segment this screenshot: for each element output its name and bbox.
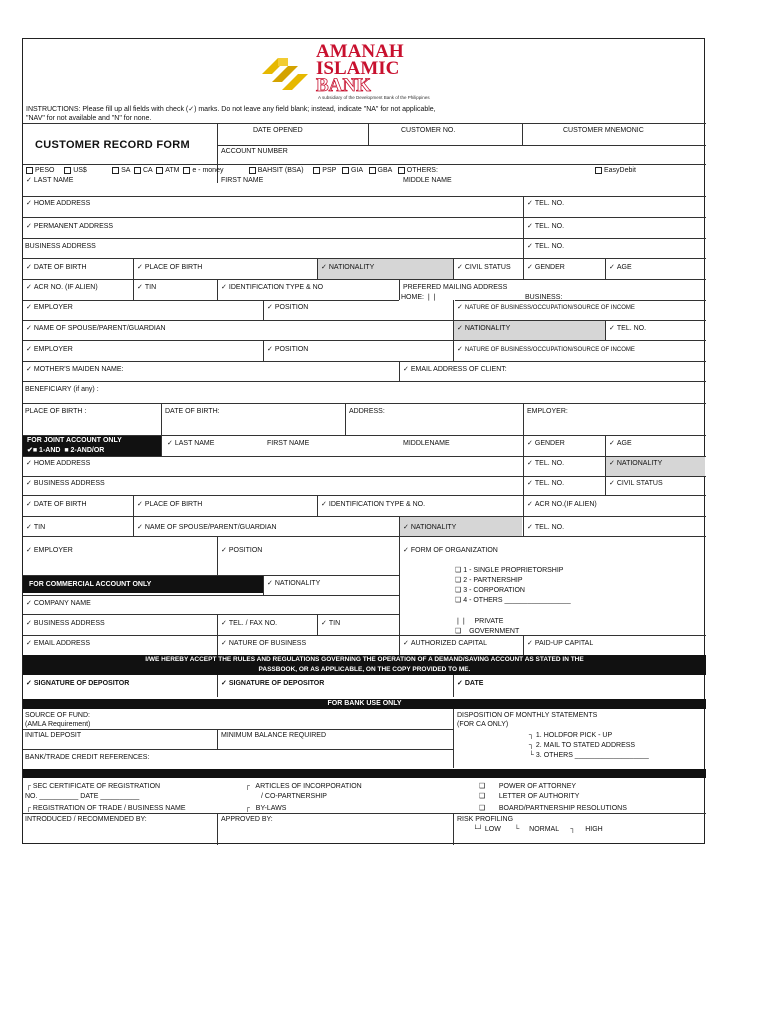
- position-label[interactable]: ✓ POSITION: [267, 303, 308, 312]
- disp-option-2[interactable]: ┐ 2. MAIL TO STATED ADDRESS: [529, 742, 636, 749]
- joint-gender-label[interactable]: ✓ GENDER: [527, 439, 565, 448]
- authorized-capital-label[interactable]: ✓ AUTHORIZED CAPITAL: [403, 639, 487, 648]
- commercial-nationality-label[interactable]: ✓ NATIONALITY: [267, 579, 320, 588]
- company-name-label[interactable]: ✓ COMPANY NAME: [26, 599, 91, 608]
- sec-certificate-option[interactable]: ┌ SEC CERTIFICATE OF REGISTRATION: [26, 783, 161, 790]
- client-email-label[interactable]: ✓ EMAIL ADDRESS OF CLIENT:: [403, 365, 507, 374]
- joint-business-tel-label[interactable]: ✓ TEL. NO.: [527, 479, 564, 488]
- bylaws-option[interactable]: ┌ BY-LAWS: [245, 805, 287, 812]
- initial-deposit-label[interactable]: INITIAL DEPOSIT: [25, 732, 82, 739]
- joint-first-name-label[interactable]: FIRST NAME: [267, 440, 310, 447]
- disp-option-1[interactable]: ┐ 1. HOLDFOR PICK - UP: [529, 732, 613, 739]
- easydebit-option[interactable]: EasyDebit: [604, 167, 636, 174]
- joint-last-name-label[interactable]: ✓ LAST NAME: [167, 439, 214, 448]
- beneficiary-pob-label[interactable]: PLACE OF BIRTH :: [25, 408, 87, 415]
- tin-label[interactable]: ✓ TIN: [137, 283, 156, 292]
- articles-option[interactable]: ┌ ARTICLES OF INCORPORATION: [245, 783, 362, 790]
- business-tel-label[interactable]: ✓ TEL. NO.: [527, 242, 564, 251]
- joint-age-label[interactable]: ✓ AGE: [609, 439, 632, 448]
- easydebit-option-wrap[interactable]: [595, 166, 636, 175]
- instructions-line-1: INSTRUCTIONS: Please fill up all fields with check (✓) marks. Do not leave any field blank; instead, indicate "NA" for not applicable,: [26, 106, 436, 113]
- approved-by-label[interactable]: APPROVED BY:: [221, 816, 273, 823]
- age-label[interactable]: ✓ AGE: [609, 263, 632, 272]
- board-resolution-option[interactable]: ❑ BOARD/PARTNERSHIP RESOLUTIONS: [479, 805, 627, 812]
- id-type-label[interactable]: ✓ IDENTIFICATION TYPE & NO: [221, 283, 323, 292]
- atm-option[interactable]: ATM: [165, 167, 180, 174]
- instructions-line-2: "NAV" for not available and "N" for none.: [26, 115, 152, 122]
- employer-label[interactable]: ✓ EMPLOYER: [26, 303, 73, 312]
- place-of-birth-label[interactable]: ✓ PLACE OF BIRTH: [137, 263, 202, 272]
- bank-use-header: FOR BANK USE ONLY: [23, 699, 706, 709]
- documents-separator: [23, 769, 706, 778]
- sec-no-date-field[interactable]: NO. __________ DATE __________: [25, 793, 140, 800]
- org-option-1[interactable]: ❑ 1 - SINGLE PROPRIETORSHIP: [455, 567, 564, 574]
- commercial-account-header: FOR COMMERCIAL ACCOUNT ONLY: [23, 576, 263, 593]
- spouse-employer-label[interactable]: ✓ EMPLOYER: [26, 345, 73, 354]
- bahsit-option[interactable]: BAHSIT (BSA): [257, 167, 304, 174]
- joint-account-title: FOR JOINT ACCOUNT ONLY: [27, 437, 122, 444]
- others-option[interactable]: OTHERS:: [406, 167, 438, 174]
- risk-options[interactable]: └┘ LOW └ NORMAL ┐ HIGH: [473, 826, 603, 833]
- usd-option[interactable]: US$: [73, 167, 87, 174]
- joint-spouse-label[interactable]: ✓ NAME OF SPOUSE/PARENT/GUARDIAN: [137, 523, 277, 532]
- psp-option[interactable]: PSP: [322, 167, 337, 174]
- logo-line-1: AMANAH: [316, 41, 404, 62]
- joint-tel-label[interactable]: ✓ TEL. NO.: [527, 459, 564, 468]
- sa-option[interactable]: SA: [121, 167, 131, 174]
- gia-option[interactable]: GIA: [351, 167, 363, 174]
- customer-no-label: CUSTOMER NO.: [401, 127, 456, 134]
- signature-depositor-1[interactable]: ✓ SIGNATURE OF DEPOSITOR: [26, 679, 129, 688]
- beneficiary-address-label[interactable]: ADDRESS:: [349, 408, 385, 415]
- permanent-tel-label[interactable]: ✓ TEL. NO.: [527, 222, 564, 231]
- peso-option[interactable]: PESO: [35, 167, 55, 174]
- risk-low: LOW: [484, 826, 501, 833]
- paidup-capital-label[interactable]: ✓ PAID-UP CAPITAL: [527, 639, 593, 648]
- nature-business-label[interactable]: ✓ NATURE OF BUSINESS/OCCUPATION/SOURCE OF INCOME: [457, 303, 635, 313]
- declaration-line-1: I/WE HEREBY ACCEPT THE RULES AND REGULATIONS GOVERNING THE OPERATION OF A DEMAND/SAVING ACCOUNT AS STATED IN THE: [145, 656, 584, 663]
- joint-spouse-tel-label[interactable]: ✓ TEL. NO.: [527, 523, 564, 532]
- spouse-tel-label[interactable]: ✓ TEL. NO.: [609, 324, 646, 333]
- ca-option[interactable]: CA: [142, 167, 153, 174]
- mailing-address-label: PREFERED MAILING ADDRESS: [403, 284, 508, 291]
- signature-depositor-2[interactable]: ✓ SIGNATURE OF DEPOSITOR: [221, 679, 324, 688]
- civil-status-label[interactable]: ✓ CIVIL STATUS: [457, 263, 511, 272]
- copartnership-label: / CO-PARTNERSHIP: [261, 793, 327, 800]
- minimum-balance-label[interactable]: MINIMUM BALANCE REQUIRED: [221, 732, 327, 739]
- date-of-birth-label[interactable]: ✓ DATE OF BIRTH: [26, 263, 87, 272]
- spouse-position-label[interactable]: ✓ POSITION: [267, 345, 308, 354]
- emoney-option[interactable]: e - money: [192, 167, 224, 174]
- nationality-label[interactable]: ✓ NATIONALITY: [321, 263, 374, 272]
- beneficiary-label[interactable]: BENEFICIARY (if any) :: [25, 386, 99, 393]
- joint-tin-label[interactable]: ✓ TIN: [26, 523, 45, 532]
- declaration-line-2: PASSBOOK, OR AS APPLICABLE, ON THE COPY PROVIDED TO ME.: [258, 666, 471, 673]
- declaration-banner: [23, 655, 706, 675]
- joint-employer-label[interactable]: ✓ EMPLOYER: [26, 546, 73, 555]
- home-tel-label[interactable]: ✓ TEL. NO.: [527, 199, 564, 208]
- first-name-label[interactable]: FIRST NAME: [221, 177, 264, 184]
- gender-label[interactable]: ✓ GENDER: [527, 263, 565, 272]
- logo-line-3: BANK: [316, 75, 371, 96]
- business-address-label[interactable]: BUSINESS ADDRESS: [25, 243, 96, 250]
- joint-nationality-label[interactable]: ✓ NATIONALITY: [609, 459, 662, 468]
- gba-option[interactable]: GBA: [377, 167, 392, 174]
- form-title: CUSTOMER RECORD FORM: [35, 139, 190, 151]
- risk-normal: NORMAL: [529, 826, 559, 833]
- commercial-tin-label[interactable]: ✓ TIN: [321, 619, 340, 628]
- joint-pob-label[interactable]: ✓ PLACE OF BIRTH: [137, 500, 202, 509]
- joint-dob-label[interactable]: ✓ DATE OF BIRTH: [26, 500, 87, 509]
- form-of-org-label[interactable]: ✓ FORM OF ORGANIZATION: [403, 546, 498, 555]
- logo-line-2: ISLAMIC: [316, 58, 400, 79]
- org-option-3[interactable]: ❑ 3 - CORPORATION: [455, 587, 525, 594]
- spouse-nationality-label[interactable]: ✓ NATIONALITY: [457, 324, 510, 333]
- account-type-row[interactable]: [26, 166, 438, 175]
- joint-id-type-label[interactable]: ✓ IDENTIFICATION TYPE & NO.: [321, 500, 425, 509]
- account-number-label[interactable]: ACCOUNT NUMBER: [221, 148, 288, 155]
- source-of-fund-label[interactable]: SOURCE OF FUND:: [25, 712, 90, 719]
- joint-position-label[interactable]: ✓ POSITION: [221, 546, 262, 555]
- disp-option-3[interactable]: └ 3. OTHERS ___________________: [529, 752, 649, 759]
- customer-record-form: [22, 38, 705, 844]
- home-address-label[interactable]: ✓ HOME ADDRESS: [26, 199, 90, 208]
- risk-profiling-label: RISK PROFILING: [457, 816, 514, 823]
- mailing-business-option[interactable]: BUSINESS:: [525, 294, 563, 301]
- joint-acr-label[interactable]: ✓ ACR NO.(IF ALIEN): [527, 500, 597, 509]
- credit-references-label[interactable]: BANK/TRADE CREDIT REFERENCES:: [25, 754, 150, 761]
- risk-high: HIGH: [585, 826, 603, 833]
- commercial-email-label[interactable]: ✓ EMAIL ADDRESS: [26, 639, 90, 648]
- mailing-home-option[interactable]: HOME: ❘❘: [401, 294, 438, 301]
- joint-middle-name-label[interactable]: MIDDLENAME: [403, 440, 450, 447]
- commercial-tel-fax-label[interactable]: ✓ TEL. / FAX NO.: [221, 619, 277, 628]
- beneficiary-employer-label[interactable]: EMPLOYER:: [527, 408, 568, 415]
- logo-tagline: A subsidiary of the Development Bank of the Philippines: [318, 95, 430, 100]
- spouse-nature-business-label[interactable]: ✓ NATURE OF BUSINESS/OCCUPATION/SOURCE OF INCOME: [457, 345, 635, 355]
- for-ca-label: (FOR CA ONLY): [457, 721, 509, 728]
- middle-name-label[interactable]: MIDDLE NAME: [403, 177, 452, 184]
- mothers-maiden-label[interactable]: ✓ MOTHER'S MAIDEN NAME:: [26, 365, 124, 374]
- joint-civil-status-label[interactable]: ✓ CIVIL STATUS: [609, 479, 663, 488]
- spouse-label[interactable]: ✓ NAME OF SPOUSE/PARENT/GUARDIAN: [26, 324, 166, 333]
- joint-spouse-nationality-label[interactable]: ✓ NATIONALITY: [403, 523, 456, 532]
- poa-option[interactable]: ❑ POWER OF ATTORNEY: [479, 783, 577, 790]
- acr-label[interactable]: ✓ ACR NO. (IF ALIEN): [26, 283, 98, 292]
- loa-option[interactable]: ❑ LETTER OF AUTHORITY: [479, 793, 580, 800]
- private-option[interactable]: ❘❘ PRIVATE: [455, 618, 504, 625]
- joint-andor-options[interactable]: ✔■ 1-AND ■ 2-AND/OR: [27, 447, 105, 454]
- beneficiary-dob-label[interactable]: DATE OF BIRTH:: [165, 408, 220, 415]
- org-option-4[interactable]: ❑ 4 - OTHERS _________________: [455, 597, 571, 604]
- joint-business-address-label[interactable]: ✓ BUSINESS ADDRESS: [26, 479, 105, 488]
- commercial-business-address-label[interactable]: ✓ BUSINESS ADDRESS: [26, 619, 105, 628]
- customer-mnemonic-label: CUSTOMER MNEMONIC: [563, 127, 644, 134]
- government-option[interactable]: ❑ GOVERNMENT: [455, 628, 520, 635]
- permanent-address-label[interactable]: ✓ PERMANENT ADDRESS: [26, 222, 113, 231]
- last-name-label[interactable]: ✓ LAST NAME: [26, 176, 73, 185]
- joint-account-header: [23, 436, 161, 457]
- org-option-2[interactable]: ❑ 2 - PARTNERSHIP: [455, 577, 523, 584]
- introduced-by-label[interactable]: INTRODUCED / RECOMMENDED BY:: [25, 816, 147, 823]
- declaration-date[interactable]: ✓ DATE: [457, 679, 483, 688]
- amla-label: (AMLA Requirement): [25, 721, 91, 728]
- joint-home-address-label[interactable]: ✓ HOME ADDRESS: [26, 459, 90, 468]
- disposition-label: DISPOSITION OF MONTHLY STATEMENTS: [457, 712, 598, 719]
- dti-registration-option[interactable]: ┌ REGISTRATION OF TRADE / BUSINESS NAME: [26, 805, 186, 812]
- nature-of-business-label[interactable]: ✓ NATURE OF BUSINESS: [221, 639, 306, 648]
- date-opened-label: DATE OPENED: [253, 127, 303, 134]
